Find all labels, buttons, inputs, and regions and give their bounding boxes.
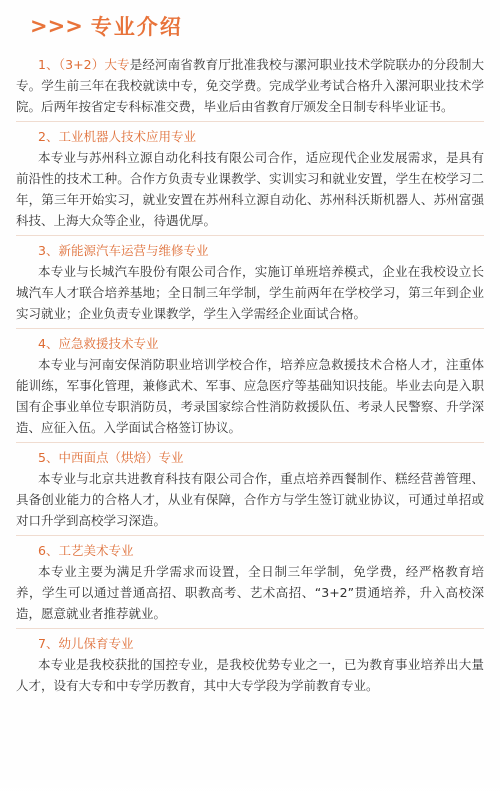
divider [16, 442, 484, 443]
page-title: 专业介绍 [90, 15, 183, 39]
section-title: 6、工艺美术专业 [38, 543, 134, 558]
major-section-3plus2 [16, 54, 484, 117]
section-title: 4、应急救援技术专业 [38, 336, 159, 351]
section-title: 1、（3+2）大专 [38, 57, 130, 72]
bottom-fade [0, 775, 500, 799]
section-text: 本专业与长城汽车股份有限公司合作，实施订单班培养模式，企业在我校设立长城汽车人才联合培养基地；全日制三年学制，学生前两年在学校学习，第三年到企业实习就业；企业负责专业课教学，学生入学需经企业面试合格。 [16, 264, 484, 321]
header-arrows: >>> [30, 14, 83, 38]
divider [16, 235, 484, 236]
major-section-arts-crafts [16, 540, 484, 624]
section-text: 本专业与北京共进教育科技有限公司合作，重点培养西餐制作、糕经营善管理、具备创业能力的合格人才，从业有保障，合作方与学生签订就业协议，可通过单招或对口升学到高校学习深造。 [16, 471, 484, 528]
section-title: 2、工业机器人技术应用专业 [38, 129, 196, 144]
major-section-emergency-rescue [16, 333, 484, 438]
section-title: 3、新能源汽车运营与维修专业 [38, 243, 209, 258]
divider [16, 121, 484, 122]
major-list [16, 54, 484, 696]
section-text: 本专业与苏州科立源自动化科技有限公司合作，适应现代企业发展需求，是具有前沿性的技术工种。合作方负责专业课教学、实训实习和就业安置，学生在校学习二年，第三年开始实习，就业安置在苏州科立源自动化、苏州科沃斯机器人、苏州富强科技、上海大众等企业，待遇优厚。 [16, 150, 484, 228]
divider [16, 535, 484, 536]
major-section-pastry-baking [16, 447, 484, 531]
section-text: 本专业主要为满足升学需求而设置，全日制三年学制，免学费，经严格教育培养，学生可以通过普通高招、职教高考、艺术高招、“3+2”贯通培养，升入高校深造，愿意就业者推荐就业。 [16, 564, 484, 621]
section-paragraph [16, 54, 484, 117]
page-header [16, 6, 484, 46]
major-section-childcare [16, 633, 484, 696]
section-text: 本专业是我校获批的国控专业，是我校优势专业之一，已为教育事业培养出大量人才，设有大专和中专学历教育，其中大专学段为学前教育专业。 [16, 657, 484, 693]
section-text: 本专业与河南安保消防职业培训学校合作，培养应急救援技术合格人才，注重体能训练，军事化管理，兼修武术、军事、应急医疗等基础知识技能。毕业去向是入职国有企事业单位专职消防员，考录国家综合性消防救援队伍、考录人民警察、升学深造、应征入伍。入学面试合格签订协议。 [16, 357, 484, 435]
section-title: 5、中西面点（烘焙）专业 [38, 450, 184, 465]
major-section-new-energy-vehicle [16, 240, 484, 324]
divider [16, 628, 484, 629]
major-section-robotics [16, 126, 484, 231]
divider [16, 328, 484, 329]
section-title: 7、幼儿保育专业 [38, 636, 134, 651]
section-text: 是经河南省教育厅批准我校与漯河职业技术学院联办的分段制大专。学生前三年在我校就读中专，免交学费。完成学业考试合格升入漯河职业技术学院。后两年按省定专科标准交费，毕业后由省教育厅颁发全日制专科毕业证书。 [16, 57, 484, 114]
